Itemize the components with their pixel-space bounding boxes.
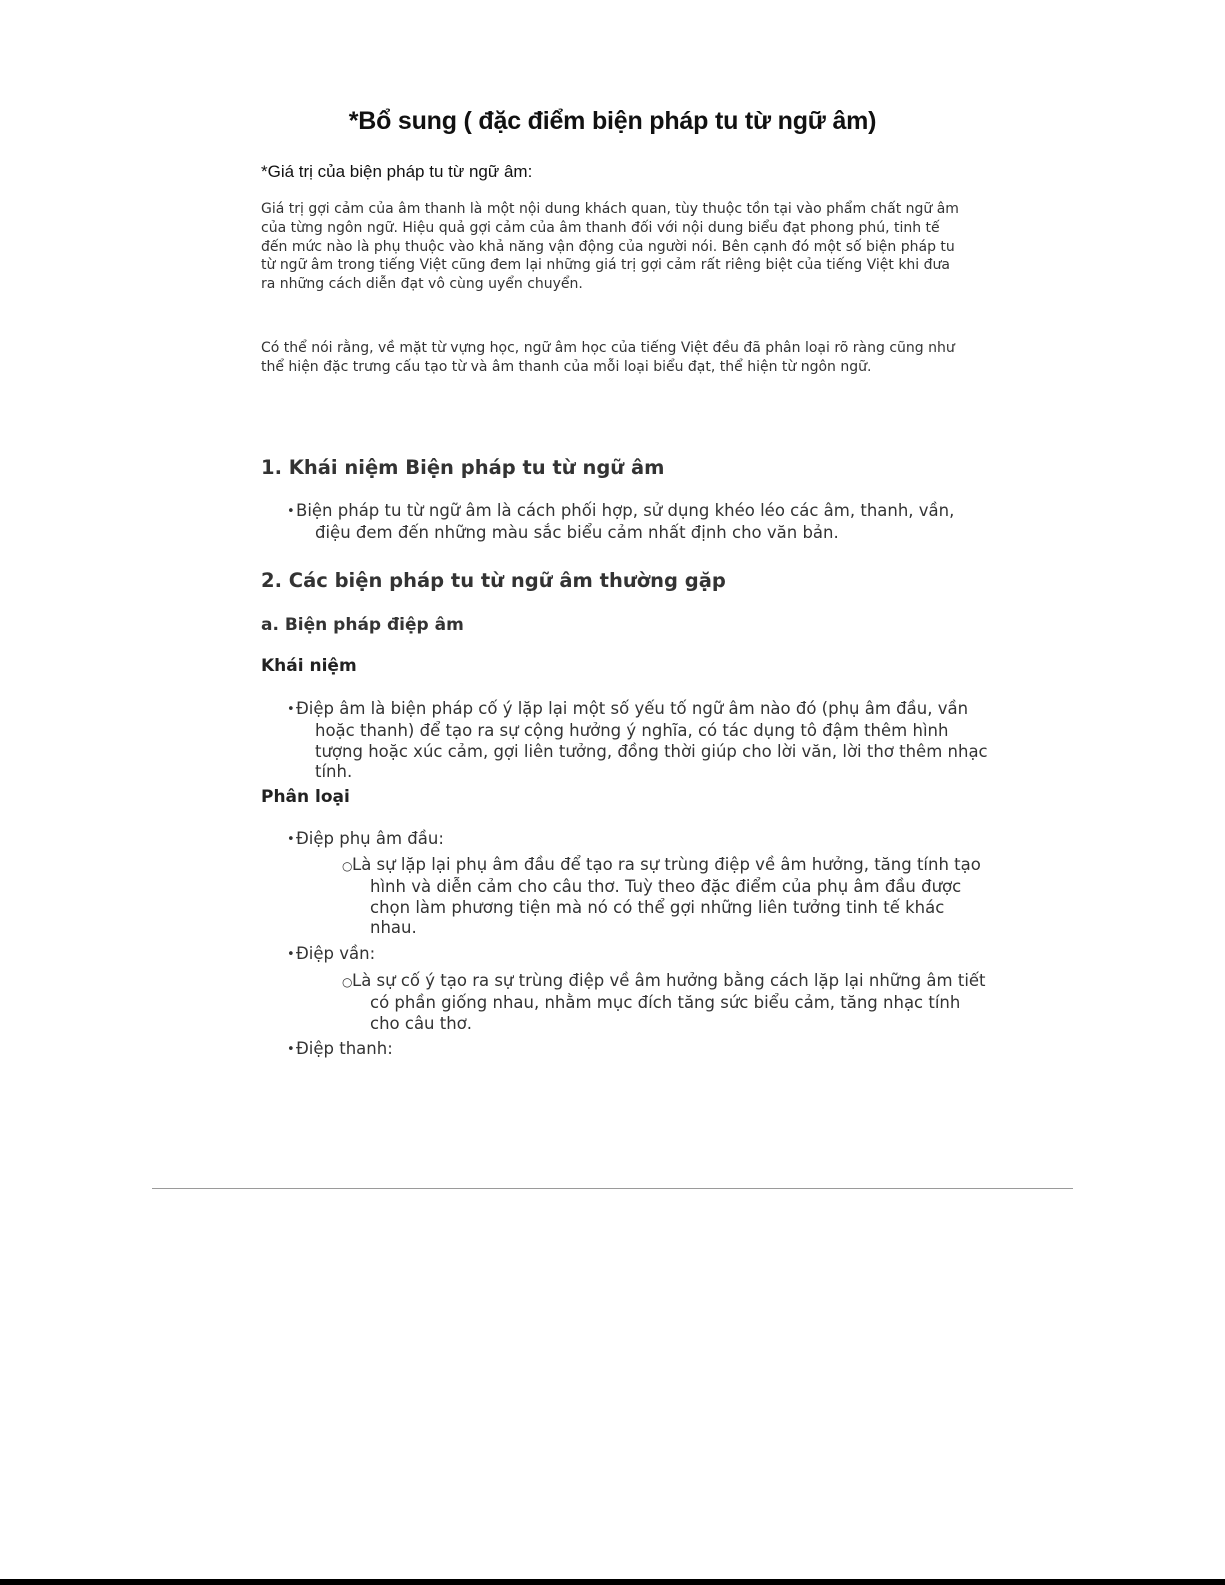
page-title: *Bổ sung ( đặc điểm biện pháp tu từ ngữ âm)	[348, 107, 877, 135]
list-item-text: Biện pháp tu từ ngữ âm là cách phối hợp, sử dụng khéo léo các âm, thanh, vần, điệu đem đến những màu sắc biểu cảm nhất định cho văn bản.	[296, 501, 955, 542]
list-item	[287, 944, 995, 966]
sub-list-item	[342, 971, 995, 1034]
section-1-heading: 1. Khái niệm Biện pháp tu từ ngữ âm	[261, 456, 665, 479]
concept-label: Khái niệm	[261, 656, 357, 676]
bullet-icon: •	[287, 702, 295, 717]
section-2-heading: 2. Các biện pháp tu từ ngữ âm thường gặp	[261, 569, 726, 592]
paragraph-1: Giá trị gợi cảm của âm thanh là một nội dung khách quan, tùy thuộc tồn tại vào phẩm chất ngữ âm của từng ngôn ngữ. Hiệu quả gợi cảm của âm thanh đối với nội dung biểu đạt phong phú, tinh tế đến mức nào là phụ thuộc vào khả năng vận động của người nói. Bên cạnh đó một số biện pháp tu từ ngữ âm trong tiếng Việt cũng đem lại những giá trị gợi cảm rất riêng biệt của tiếng Việt khi đưa ra những cách diễn đạt vô cùng uyển chuyển.	[261, 201, 959, 293]
list-item	[287, 829, 995, 851]
bullet-icon: •	[287, 504, 295, 519]
subsection-a-heading: a. Biện pháp điệp âm	[261, 615, 464, 635]
sub-list-item-text: Là sự lặp lại phụ âm đầu để tạo ra sự trùng điệp về âm hưởng, tăng tính tạo hình và diễn cảm cho câu thơ. Tuỳ theo đặc điểm của phụ âm đầu được chọn làm phương tiện mà nó có thể gợi những liên tưởng tinh tế khác nhau.	[352, 855, 981, 938]
bullet-icon: •	[287, 1042, 295, 1057]
circle-bullet-icon: ○	[342, 859, 353, 873]
list-item-text: Điệp vần:	[296, 944, 376, 963]
sub-list-item	[342, 855, 995, 939]
subtitle: *Giá trị của biện pháp tu từ ngữ âm:	[261, 162, 533, 181]
list-item-text: Điệp phụ âm đầu:	[296, 829, 444, 848]
paragraph-2: Có thể nói rằng, về mặt từ vựng học, ngữ âm học của tiếng Việt đều đã phân loại rõ ràng cũng như thể hiện đặc trưng cấu tạo từ và âm thanh của mỗi loại biểu đạt, thể hiện từ ngôn ngữ.	[261, 340, 955, 375]
bullet-icon: •	[287, 832, 295, 847]
bullet-icon: •	[287, 947, 295, 962]
list-item	[287, 699, 995, 783]
classify-label: Phân loại	[261, 787, 350, 807]
list-item-text: Điệp âm là biện pháp cố ý lặp lại một số yếu tố ngữ âm nào đó (phụ âm đầu, vần hoặc thanh) để tạo ra sự cộng hưởng ý nghĩa, có tác dụng tô đậm thêm hình tượng hoặc xúc cảm, gợi liên tưởng, đồng thời giúp cho lời văn, lời thơ thêm nhạc tính.	[296, 699, 988, 782]
list-item	[287, 501, 995, 544]
list-item	[287, 1039, 995, 1061]
bottom-edge-band	[0, 1579, 1225, 1585]
list-item-text: Điệp thanh:	[296, 1039, 393, 1058]
page-divider	[152, 1188, 1073, 1189]
circle-bullet-icon: ○	[342, 975, 353, 989]
sub-list-item-text: Là sự cố ý tạo ra sự trùng điệp về âm hưởng bằng cách lặp lại những âm tiết có phần giống nhau, nhằm mục đích tăng sức biểu cảm, tăng nhạc tính cho câu thơ.	[352, 971, 986, 1033]
